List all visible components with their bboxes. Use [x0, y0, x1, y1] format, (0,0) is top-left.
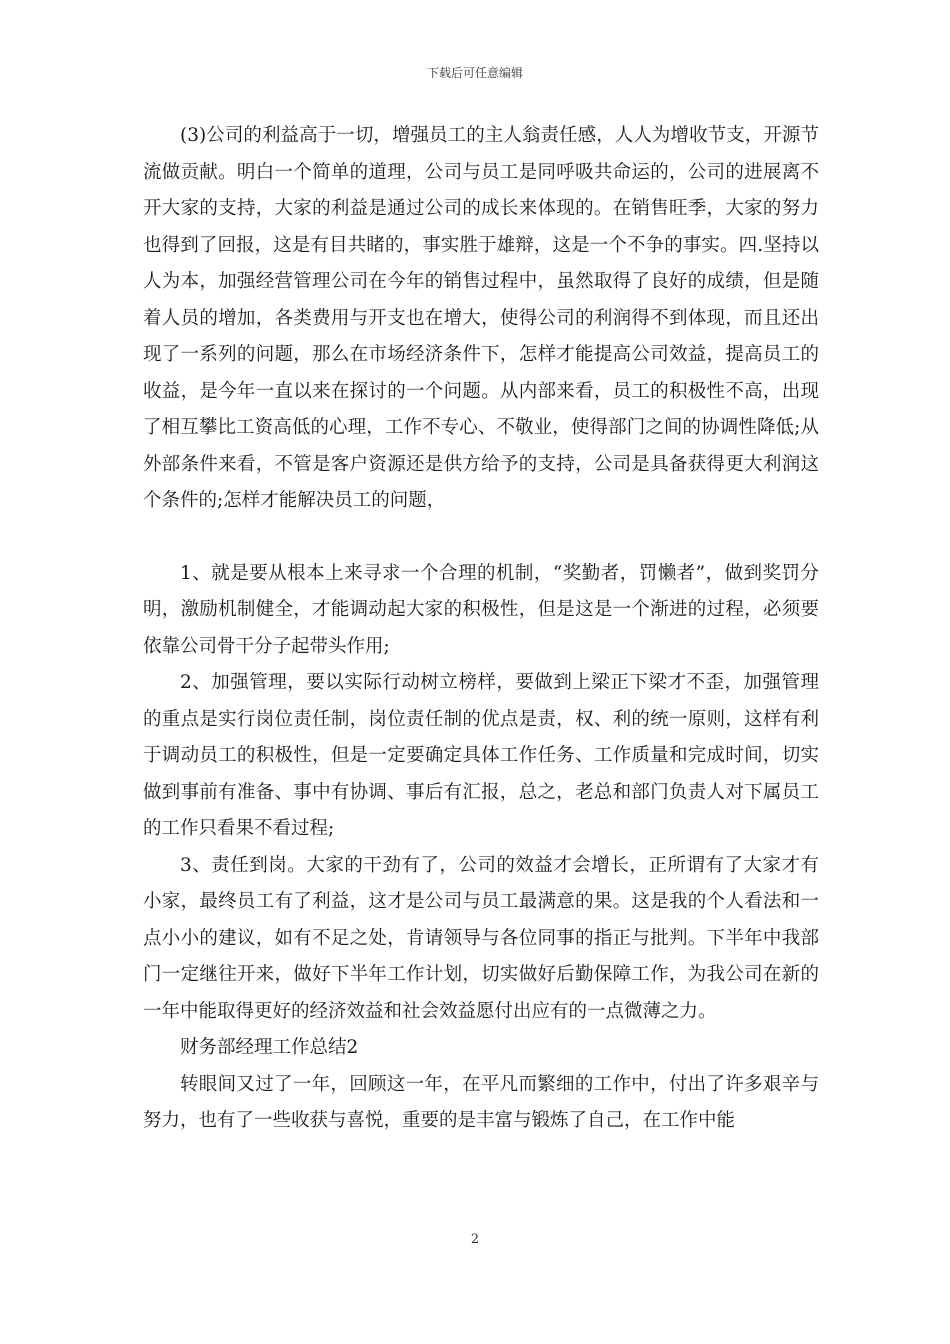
section-heading: 财务部经理工作总结2: [180, 1037, 359, 1058]
paragraph-1: (3)公司的利益高于一切，增强员工的主人翁责任感，人人为增收节支，开源节流做贡献。明白一个简单的道理，公司与员工是同呼吸共命运的，公司的进展离不开大家的支持，大家的利益是通过公司的成长来体现的。在销售旺季，大家的努力也得到了回报，这是有目共睹的，事实胜于雄辩，这是一个不争的事实。四.坚持以人为本，加强经营管理公司在今年的销售过程中，虽然取得了良好的成绩，但是随着人员的增加，各类费用与开支也在增大，使得公司的利润得不到体现，而且还出现了一系列的问题，那么在市场经济条件下，怎样才能提高公司效益，提高员工的收益，是今年一直以来在探讨的一个问题。从内部来看，员工的积极性不高，出现了相互攀比工资高低的心理，工作不专心、不敬业，使得部门之间的协调性降低;从外部条件来看，不管是客户资源还是供方给予的支持，公司是具备获得更大利润这个条件的;怎样才能解决员工的问题，: [143, 125, 819, 511]
paragraph-5: 转眼间又过了一年，回顾这一年，在平凡而繁细的工作中，付出了许多艰辛与努力，也有了一些收获与喜悦，重要的是丰富与锻炼了自己，在工作中能: [143, 1073, 819, 1131]
paragraph-3: 2、加强管理，要以实际行动树立榜样，要做到上梁正下梁才不歪，加强管理的重点是实行岗位责任制，岗位责任制的优点是责，权、利的统一原则，这样有利于调动员工的积极性，但是一定要确定具体工作任务、工作质量和完成时间，切实做到事前有准备、事中有协调、事后有汇报，总之，老总和部门负责人对下属员工的工作只看果不看过程;: [143, 672, 819, 839]
page-number: 2: [470, 1232, 480, 1247]
paragraph-2: 1、就是要从根本上来寻求一个合理的机制，“奖勤者，罚懒者”，做到奖罚分明，激励机制健全，才能调动起大家的积极性，但是这是一个渐进的过程，必须要依靠公司骨干分子起带头作用;: [143, 562, 819, 657]
paragraph-4: 3、责任到岗。大家的干劲有了，公司的效益才会增长，正所谓有了大家才有小家，最终员工有了利益，这才是公司与员工最满意的果。这是我的个人看法和一点小小的建议，如有不足之处，肯请领导与各位同事的指正与批判。下半年中我部门一定继往开来，做好下半年工作计划，切实做好后勤保障工作，为我公司在新的一年中能取得更好的经济效益和社会效益愿付出应有的一点微薄之力。: [143, 854, 819, 1022]
document-body: [143, 118, 819, 1140]
page-header: 下载后可任意编辑: [426, 66, 523, 80]
